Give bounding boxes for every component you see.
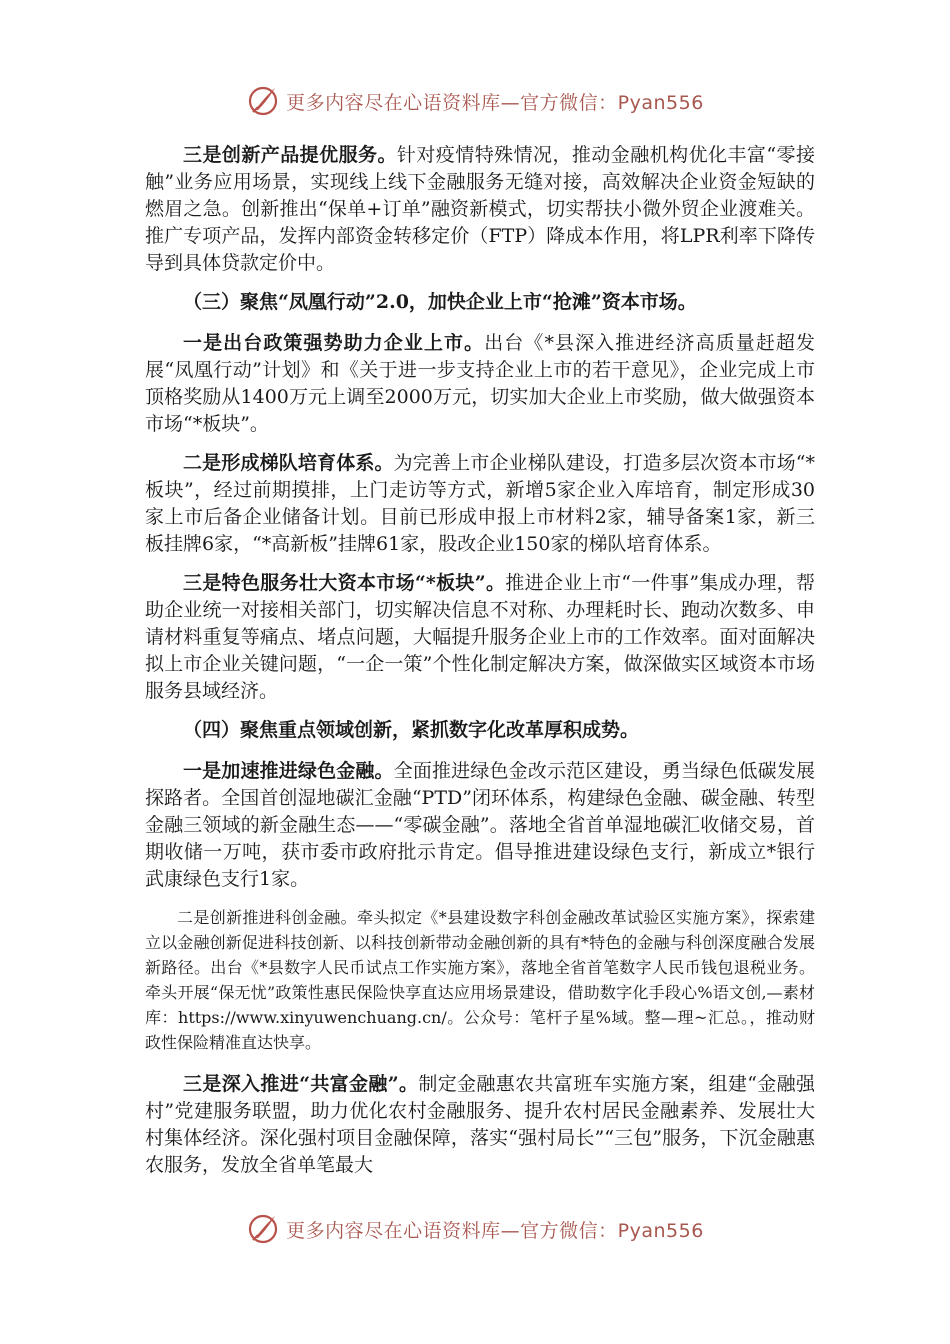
paragraph-body: 出台《*县深入推进经济高质量赶超发展“凤凰行动”计划》和《关于进一步支持企业上市的若干意见》，企业完成上市顶格奖励从1400万元上调至2000万元，切实加大企业上市奖励，做大做强资本市场“*板块”。: [145, 332, 815, 435]
paragraph-lead: 一是出台政策强势助力企业上市。: [183, 332, 485, 354]
header-banner: [0, 84, 950, 118]
paragraph: [145, 1071, 815, 1179]
paragraph-body: 制定金融惠农共富班车实施方案，组建“金融强村”党建服务联盟，助力优化农村金融服务、提升农村居民金融素养、发展壮大村集体经济。深化强村项目金融保障，落实“强村局长”“三包”服务，下沉金融惠农服务，发放全省单笔最大: [145, 1073, 815, 1176]
paragraph-lead: 三是创新产品提优服务。: [183, 144, 397, 166]
paragraph: [145, 570, 815, 705]
paragraph-small: 二是创新推进科创金融。牵头拟定《*县建设数字科创金融改革试验区实施方案》，探索建立以金融创新促进科技创新、以科技创新带动金融创新的具有*特色的金融与科创深度融合发展新路径。出台《*县数字人民币试点工作实施方案》，落地全省首笔数字人民币钱包退税业务。牵头开展“保无忧”政策性惠民保险快享直达应用场景建设，借助数字化手段心%语文创,—素材库：https://www.xinyuwenchuang.cn/。公众号：笔杆子星%域。整—理~汇总。，推动财政性保险精准直达快享。: [145, 908, 815, 1052]
document-body: [145, 142, 815, 1179]
footer-banner: [0, 1212, 950, 1246]
paragraph: [145, 758, 815, 893]
paragraph-lead: 三是深入推进“共富金融”。: [183, 1073, 419, 1095]
paragraph-lead: 一是加速推进绿色金融。: [183, 760, 394, 782]
footer-banner-text: 更多内容尽在心语资料库—官方微信：Pyan556: [286, 1219, 704, 1242]
paragraph: [145, 142, 815, 277]
paragraph: [145, 450, 815, 558]
paragraph-lead: 三是特色服务壮大资本市场“*板块”。: [183, 572, 506, 594]
paragraph-lead: 二是形成梯队培育体系。: [183, 452, 394, 474]
header-banner-text: 更多内容尽在心语资料库—官方微信：Pyan556: [286, 91, 704, 114]
paragraph: [145, 330, 815, 438]
section-heading: （四）聚焦重点领域创新，紧抓数字化改革厚积成势。: [183, 719, 640, 741]
section-heading: （三）聚焦“凤凰行动”2.0，加快企业上市“抢滩”资本市场。: [183, 291, 697, 313]
quill-logo-icon: [246, 84, 280, 118]
paragraph-body: 推进企业上市“一件事”集成办理，帮助企业统一对接相关部门，切实解决信息不对称、办理耗时长、跑动次数多、申请材料重复等痛点、堵点问题，大幅提升服务企业上市的工作效率。面对面解决拟上市企业关键问题，“一企一策”个性化制定解决方案，做深做实区域资本市场服务县域经济。: [145, 572, 815, 702]
paragraph-body: 针对疫情特殊情况，推动金融机构优化丰富“零接触”业务应用场景，实现线上线下金融服务无缝对接，高效解决企业资金短缺的燃眉之急。创新推出“保单+订单”融资新模式，切实帮扶小微外贸企业渡难关。推广专项产品，发挥内部资金转移定价（FTP）降成本作用，将LPR利率下降传导到具体贷款定价中。: [145, 144, 815, 274]
paragraph-body: 为完善上市企业梯队建设，打造多层次资本市场“*板块”，经过前期摸排，上门走访等方式，新增5家企业入库培育，制定形成30家上市后备企业储备计划。目前已形成申报上市材料2家，辅导备案1家，新三板挂牌6家，“*高新板”挂牌61家，股改企业150家的梯队培育体系。: [145, 452, 815, 555]
paragraph-body: 全面推进绿色金改示范区建设，勇当绿色低碳发展探路者。全国首创湿地碳汇金融“PTD”闭环体系，构建绿色金融、碳金融、转型金融三领域的新金融生态——“零碳金融”。落地全省首单湿地碳汇收储交易，首期收储一万吨，获市委市政府批示肯定。倡导推进建设绿色支行，新成立*银行武康绿色支行1家。: [145, 760, 815, 890]
quill-logo-icon: [246, 1212, 280, 1246]
